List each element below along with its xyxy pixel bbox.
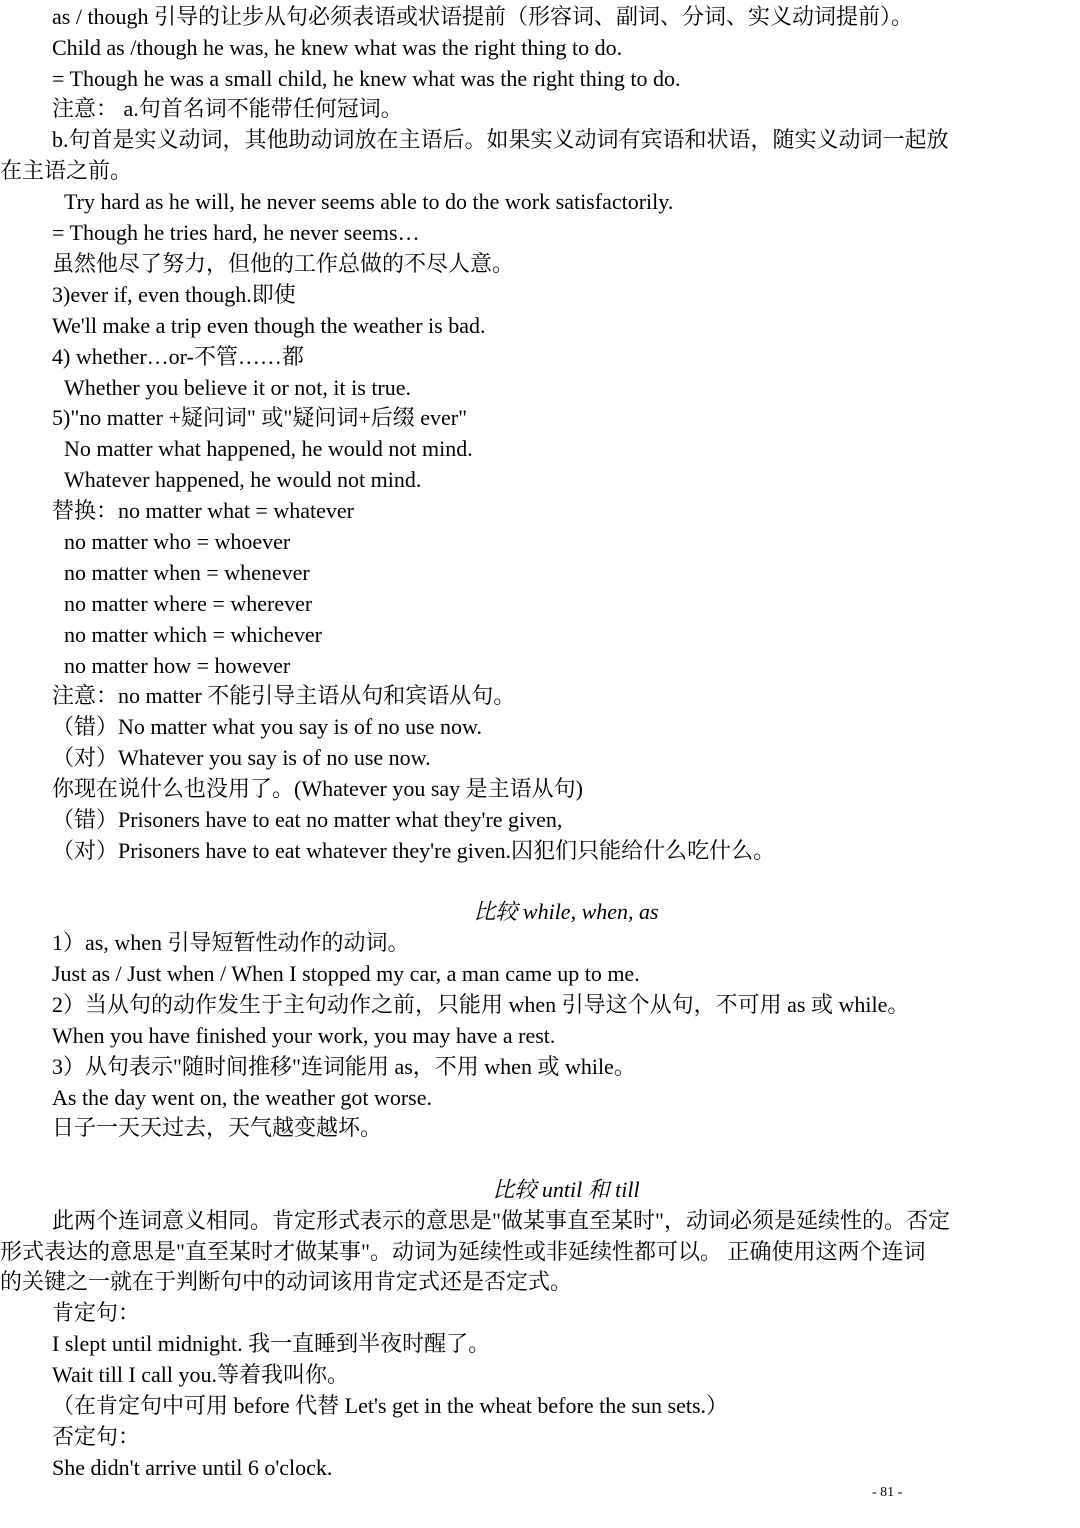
text-line: no matter where = wherever bbox=[64, 591, 313, 616]
text-line: No matter what happened, he would not mind. bbox=[64, 436, 473, 461]
text-line: （对）Whatever you say is of no use now. bbox=[52, 745, 431, 770]
text-line: （错）No matter what you say is of no use now. bbox=[52, 714, 482, 739]
text-line: When you have finished your work, you may have a rest. bbox=[52, 1023, 556, 1048]
text-line: She didn't arrive until 6 o'clock. bbox=[52, 1455, 333, 1480]
text-line: no matter who = whoever bbox=[64, 529, 291, 554]
text-line: no matter which = whichever bbox=[64, 622, 322, 647]
text-line: b.句首是实义动词，其他助动词放在主语后。如果实义动词有宾语和状语，随实义动词一起放 bbox=[52, 127, 949, 152]
text-line: （在肯定句中可用 before 代替 Let's get in the wheat before the sun sets.） bbox=[52, 1393, 729, 1418]
section-heading: 比较 while, when, as bbox=[473, 899, 659, 924]
text-line: 注意： a.句首名词不能带任何冠词。 bbox=[52, 96, 403, 121]
text-line: 替换：no matter what = whatever bbox=[52, 498, 354, 523]
text-line: （对）Prisoners have to eat whatever they're given.囚犯们只能给什么吃什么。 bbox=[52, 838, 776, 863]
text-line: 1）as, when 引导短暂性动作的动词。 bbox=[52, 930, 410, 955]
text-line: 虽然他尽了努力，但他的工作总做的不尽人意。 bbox=[52, 251, 515, 276]
text-line: Child as /though he was, he knew what was the right thing to do. bbox=[52, 35, 623, 60]
text-line: 5)"no matter +疑问词" 或"疑问词+后缀 ever" bbox=[52, 405, 468, 430]
text-line: as / though 引导的让步从句必须表语或状语提前（形容词、副词、分词、实义动词提前）。 bbox=[52, 4, 914, 29]
text-line: 日子一天天过去，天气越变越坏。 bbox=[52, 1115, 383, 1140]
text-line: 形式表达的意思是"直至某时才做某事"。动词为延续性或非延续性都可以。 正确使用这两个连词 bbox=[0, 1239, 926, 1264]
text-line: Wait till I call you.等着我叫你。 bbox=[52, 1362, 350, 1387]
page-number: - 81 - bbox=[872, 1485, 903, 1500]
section-heading: 比较 until 和 till bbox=[492, 1177, 640, 1202]
text-line: = Though he tries hard, he never seems… bbox=[52, 220, 420, 245]
text-line: 3)ever if, even though.即使 bbox=[52, 282, 296, 307]
text-line: 肯定句： bbox=[52, 1300, 141, 1325]
text-line: 3）从句表示"随时间推移"连词能用 as，不用 when 或 while。 bbox=[52, 1054, 636, 1079]
text-line: I slept until midnight. 我一直睡到半夜时醒了。 bbox=[52, 1331, 491, 1356]
text-line: As the day went on, the weather got worse. bbox=[52, 1085, 433, 1110]
text-line: = Though he was a small child, he knew what was the right thing to do. bbox=[52, 66, 681, 91]
text-line: Try hard as he will, he never seems able to do the work satisfactorily. bbox=[64, 189, 674, 214]
text-line: 注意：no matter 不能引导主语从句和宾语从句。 bbox=[52, 683, 516, 708]
text-line: We'll make a trip even though the weather is bad. bbox=[52, 313, 486, 338]
text-line: no matter when = whenever bbox=[64, 560, 310, 585]
text-line: Whatever happened, he would not mind. bbox=[64, 467, 422, 492]
text-line: 的关键之一就在于判断句中的动词该用肯定式还是否定式。 bbox=[0, 1269, 573, 1294]
text-line: 否定句： bbox=[52, 1424, 141, 1449]
text-line: 4) whether…or-不管……都 bbox=[52, 344, 304, 369]
text-line: 此两个连词意义相同。肯定形式表示的意思是"做某事直至某时"，动词必须是延续性的。否定 bbox=[52, 1208, 950, 1233]
text-line: Whether you believe it or not, it is true. bbox=[64, 375, 412, 400]
text-line: 2）当从句的动作发生于主句动作之前，只能用 when 引导这个从句，不可用 as 或 while。 bbox=[52, 992, 910, 1017]
text-line: Just as / Just when / When I stopped my car, a man came up to me. bbox=[52, 961, 640, 986]
text-line: 在主语之前。 bbox=[0, 158, 133, 183]
text-line: （错）Prisoners have to eat no matter what they're given, bbox=[52, 807, 563, 832]
text-line: 你现在说什么也没用了。(Whatever you say 是主语从句) bbox=[52, 776, 583, 801]
text-line: no matter how = however bbox=[64, 653, 291, 678]
